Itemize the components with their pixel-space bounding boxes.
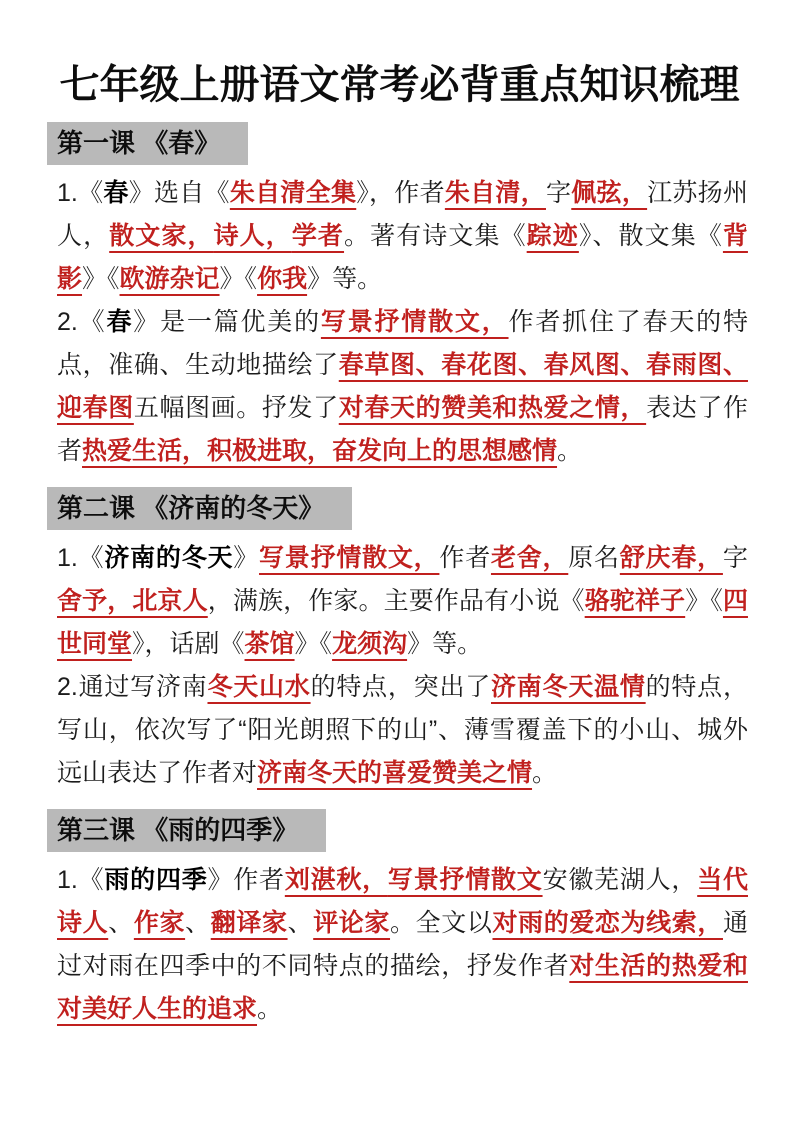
highlighted-term: 对生活的热爱和对美好人生的追求 [57,952,748,1023]
highlighted-term: 背影 [57,222,748,293]
highlighted-term: 冬天山水 [207,673,311,701]
highlighted-term: 写景抒情散文， [259,544,440,572]
highlighted-term: 四世同堂 [57,587,748,658]
text-segment: 》《 [219,265,258,293]
text-segment: 》作者 [207,866,285,894]
text-segment: 》，话剧《 [132,630,245,658]
highlighted-term: 骆驼祥子 [584,587,686,615]
highlighted-term: 写景抒情散文 [387,866,543,894]
text-segment: 2.《 [57,308,107,336]
highlighted-term: 热爱生活，积极进取，奋发向上的思想感情 [82,437,558,465]
highlighted-term: 春草图、春花图、春风图、春雨图、迎春图 [57,351,748,422]
highlighted-term: 写景抒情散文， [320,308,509,336]
text-segment: 。 [257,995,283,1023]
text-segment: 》《 [294,630,333,658]
text-segment: 安徽芜湖人， [542,866,698,894]
bold-term: 雨的四季 [104,866,208,894]
highlighted-term: 欧游杂记 [119,265,220,293]
highlighted-term: 诗人， [213,222,292,250]
text-segment: 字 [545,179,572,207]
section-3-header: 第三课 《雨的四季》 [47,809,326,852]
text-segment: 作者抓住了春天的特点，准确、生动地描绘了 [57,308,748,379]
highlighted-term: 济南冬天温情 [491,673,646,701]
text-segment: 1.《 [57,866,105,894]
highlighted-term: 朱自清， [444,179,546,207]
highlighted-term: 老舍， [490,544,569,572]
highlighted-term: 龙须沟 [332,630,408,658]
section-2-header: 第二课 《济南的冬天》 [47,487,352,530]
text-segment: 》等。 [307,265,383,293]
document-content [57,122,748,1031]
bold-term: 春 [103,179,129,207]
section-3-paragraph-1 [57,859,748,1031]
highlighted-term: 对雨的爱恋为线索， [492,909,723,937]
section-3 [57,809,748,1031]
highlighted-term: 济南冬天的喜爱赞美之情 [257,759,533,787]
bold-term: 春 [106,308,134,336]
highlighted-term: 评论家 [313,909,391,937]
highlighted-term: 佩弦， [571,179,648,207]
highlighted-term: 散文家， [109,222,214,250]
text-segment: ，满族，作家。主要作品有小说《 [207,587,585,615]
section-1-paragraph-2 [57,301,748,473]
text-segment: 作者 [439,544,491,572]
text-segment: 1.《 [57,179,104,207]
text-segment: 表达了作者 [57,394,748,465]
highlighted-term: 学者 [291,222,345,250]
highlighted-term: 作家 [133,909,186,937]
text-segment: 2.通过写济南 [57,673,208,701]
text-segment: 、 [185,909,211,937]
text-segment: 。著有诗文集《 [344,222,527,250]
text-segment: 的特点，突出了 [310,673,491,701]
text-segment: 》《 [82,265,120,293]
text-segment: 。 [557,437,583,465]
text-segment: 的特点，写山，依次写了“阳光朗照下的山”、薄雪覆盖下的小山、城外远山表达了作者对 [57,673,748,787]
section-1-paragraph-1 [57,172,748,301]
highlighted-term: 舍予，北京人 [57,587,208,615]
highlighted-term: 茶馆 [244,630,295,658]
section-2-paragraph-1 [57,537,748,666]
text-segment: 》 [233,544,260,572]
section-2-paragraph-2 [57,666,748,795]
section-1 [57,122,748,473]
text-segment: 。 [532,759,558,787]
highlighted-term: 翻译家 [210,909,288,937]
text-segment: 1.《 [57,544,105,572]
text-segment: 。全文以 [390,909,493,937]
highlighted-term: 踪迹 [526,222,579,250]
text-segment: 》《 [685,587,723,615]
highlighted-term: 刘湛秋， [284,866,388,894]
section-2 [57,487,748,795]
highlighted-term: 当代诗人 [57,866,748,937]
text-segment: 》、散文集《 [578,222,723,250]
text-segment: 原名 [568,544,620,572]
highlighted-term: 舒庆春， [619,544,723,572]
text-segment: 通过对雨在四季中的不同特点的描绘，抒发作者 [57,909,748,980]
text-segment: 》等。 [407,630,483,658]
highlighted-term: 对春天的赞美和热爱之情， [338,394,647,422]
highlighted-term: 你我 [257,265,308,293]
text-segment: 字 [722,544,748,572]
text-segment: 、 [287,909,314,937]
text-segment: 、 [108,909,134,937]
text-segment: 》选自《 [128,179,230,207]
page-title: 七年级上册语文常考必背重点知识梳理 [59,63,740,107]
bold-term: 济南的冬天 [104,544,234,572]
text-segment: 》，作者 [356,179,445,207]
text-segment: 》是一篇优美的 [133,308,321,336]
section-1-header: 第一课 《春》 [47,122,248,165]
text-segment: 五幅图画。抒发了 [133,394,339,422]
highlighted-term: 朱自清全集 [229,179,357,207]
text-segment: 江苏扬州人， [57,179,748,250]
